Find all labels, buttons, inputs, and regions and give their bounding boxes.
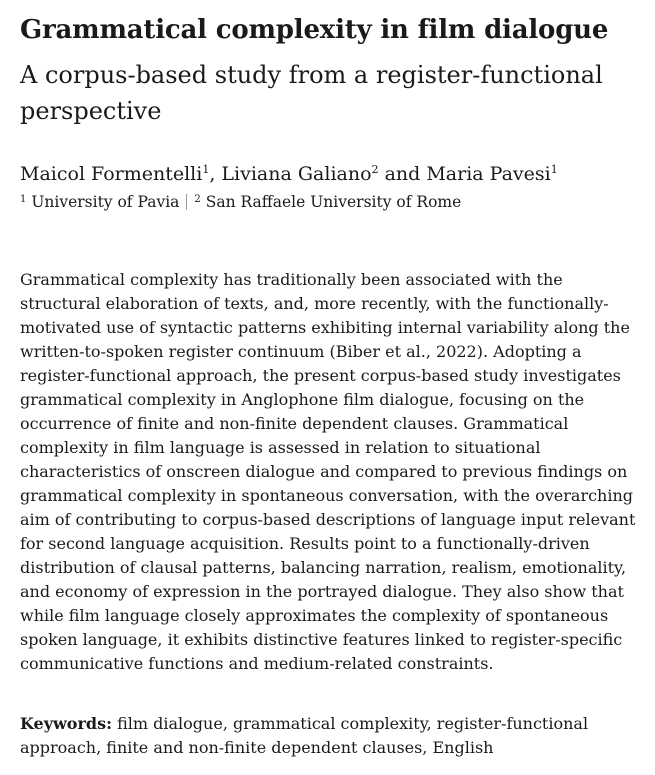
- author-list: [20, 160, 558, 188]
- abstract-line: register-functional approach, the present corpus-based study investigates: [20, 366, 621, 385]
- abstract-line: complexity in film language is assessed in relation to situational: [20, 438, 541, 457]
- keywords-line-1: [20, 712, 620, 736]
- affiliation-name: San Raffaele University of Rome: [205, 193, 462, 211]
- abstract-line: aim of contributing to corpus-based descriptions of language input relevant: [20, 510, 636, 529]
- author-separator: and: [378, 163, 427, 185]
- keywords-line-2: approach, finite and non-finite dependent clauses, English: [20, 738, 494, 757]
- abstract-line: communicative functions and medium-related constraints.: [20, 654, 494, 673]
- affiliation-name: University of Pavia: [31, 193, 180, 211]
- abstract-line: spoken language, it exhibits distinctive features linked to register-specific: [20, 630, 623, 649]
- abstract-line: and economy of expression in the portrayed dialogue. They also show that: [20, 582, 624, 601]
- author-name: Liviana Galiano: [221, 163, 372, 185]
- affiliation-list: [20, 190, 461, 214]
- abstract-line: grammatical complexity in spontaneous conversation, with the overarching: [20, 486, 634, 505]
- paper-title: Grammatical complexity in film dialogue: [20, 15, 609, 45]
- author-name: Maicol Formentelli: [20, 163, 203, 185]
- affiliation-number: 2: [194, 194, 201, 205]
- abstract-line: motivated use of syntactic patterns exhibiting internal variability along the: [20, 318, 630, 337]
- keywords-text: film dialogue, grammatical complexity, register-functional: [112, 714, 589, 733]
- keywords-label: Keywords:: [20, 714, 113, 733]
- affiliation-divider: [186, 194, 187, 210]
- author-name: Maria Pavesi: [426, 163, 551, 185]
- abstract-line: for second language acquisition. Results point to a functionally-driven: [20, 534, 590, 553]
- abstract: [20, 268, 636, 676]
- subtitle-line-1: A corpus-based study from a register-functional: [20, 61, 603, 89]
- abstract-line: Grammatical complexity has traditionally been associated with the: [20, 270, 563, 289]
- paper-subtitle: [20, 57, 620, 129]
- abstract-line: occurrence of finite and non-finite dependent clauses. Grammatical: [20, 414, 569, 433]
- abstract-line: distribution of clausal patterns, balancing narration, realism, emotionality,: [20, 558, 627, 577]
- affiliation-number: 1: [20, 194, 27, 205]
- keywords: [20, 712, 620, 760]
- abstract-line: characteristics of onscreen dialogue and compared to previous findings on: [20, 462, 628, 481]
- abstract-line: written-to-spoken register continuum (Biber et al., 2022). Adopting a: [20, 342, 582, 361]
- affiliation-mark: 2: [371, 163, 379, 176]
- abstract-line: structural elaboration of texts, and, more recently, with the functionally-: [20, 294, 609, 313]
- affiliation-mark: 1: [550, 163, 558, 176]
- subtitle-line-2: perspective: [20, 97, 162, 125]
- affiliation-mark: 1: [202, 163, 210, 176]
- abstract-line: while film language closely approximates the complexity of spontaneous: [20, 606, 609, 625]
- abstract-line: grammatical complexity in Anglophone film dialogue, focusing on the: [20, 390, 585, 409]
- author-separator: ,: [209, 163, 222, 185]
